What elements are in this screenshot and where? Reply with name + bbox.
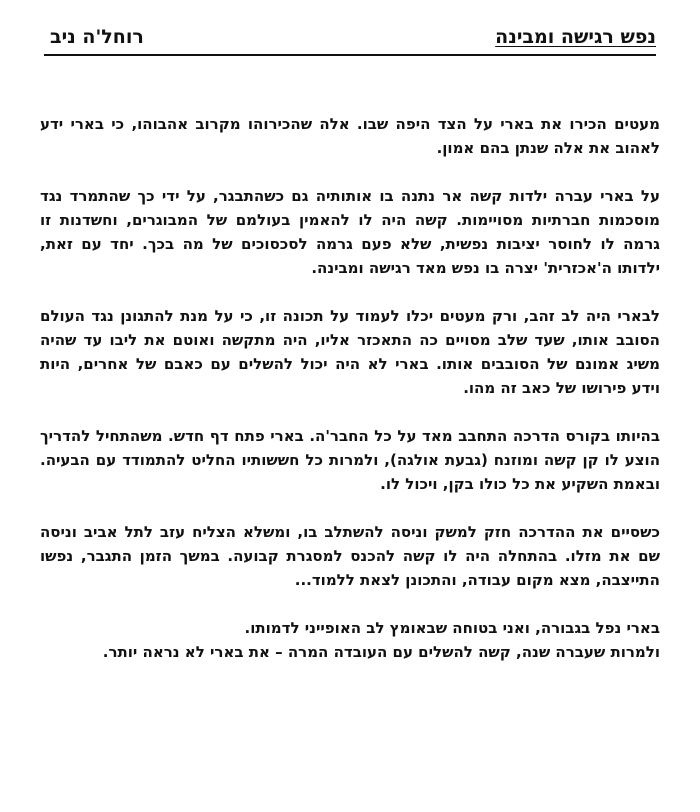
- document-header: [44, 24, 656, 56]
- paragraph-5: כשסיים את ההדרכה חזק למשק וניסה להשתלב בו, ומשלא הצליח עזב לתל אביב וניסה שם את מזלו. בהתחלה היה לו קשה להכנס למסגרת קבועה. במשך הזמן התגבר, נפשו התייצבה, מצא מקום עבודה, והתכונן לצאת ללמוד...: [40, 523, 660, 589]
- paragraph-1: מעטים הכירו את בארי על הצד היפה שבו. אלה שהכירוהו מקרוב אהבוהו, כי בארי ידע לאהוב את אלה שנתן בהם אמון.: [40, 115, 660, 157]
- paragraph-6: בארי נפל בגבורה, ואני בטוחה שבאומץ לב האופייני לדמותו.: [244, 619, 660, 637]
- document-title: נפש רגישה ומבינה: [495, 26, 656, 48]
- paragraph-3: לבארי היה לב זהב, ורק מעטים יכלו לעמוד על תכונה זו, כי על מנת להתגונן נגד העולם הסובב אותו, שעד שלב מסויים כה התאכזר אליו, היה מתקשה ואוטם את ליבו עד שהיה משיג אמונם של הסובבים אותו. בארי לא היה יכול להשלים עם כאבם של אחרים, היות וידע פירושו של כאב זה מהו.: [40, 307, 660, 397]
- author-name: רוחל'ה ניב: [50, 26, 144, 48]
- document-body: [40, 112, 660, 664]
- paragraph-7: ולמרות שעברה שנה, קשה להשלים עם העובדה המרה – את בארי לא נראה יותר.: [102, 643, 660, 661]
- paragraph-4: בהיותו בקורס הדרכה התחבב מאד על כל החבר'ה. בארי פתח דף חדש. משהתחיל להדריך הוצע לו קן קשה ומוזנח (גבעת אולגה), ולמרות כל חששותיו החליט להתמודד עם הבעיה. ובאמת השקיע את כל כולו בקן, ויכול לו.: [40, 427, 660, 493]
- paragraph-2: על בארי עברה ילדות קשה אר נתנה בו אותותיה גם כשהתבגר, על ידי כך שהתמרד נגד מוסכמות חברתיות מסויימות. קשה היה לו להאמין בעולמם של המבוגרים, וחשדנות זו גרמה לו לחוסר יציבות נפשית, שלא פעם גרמה לסכסוכים של מה בכך. יחד עם זאת, ילדותו ה'אכזרית' יצרה בו נפש מאד רגישה ומבינה.: [40, 187, 660, 277]
